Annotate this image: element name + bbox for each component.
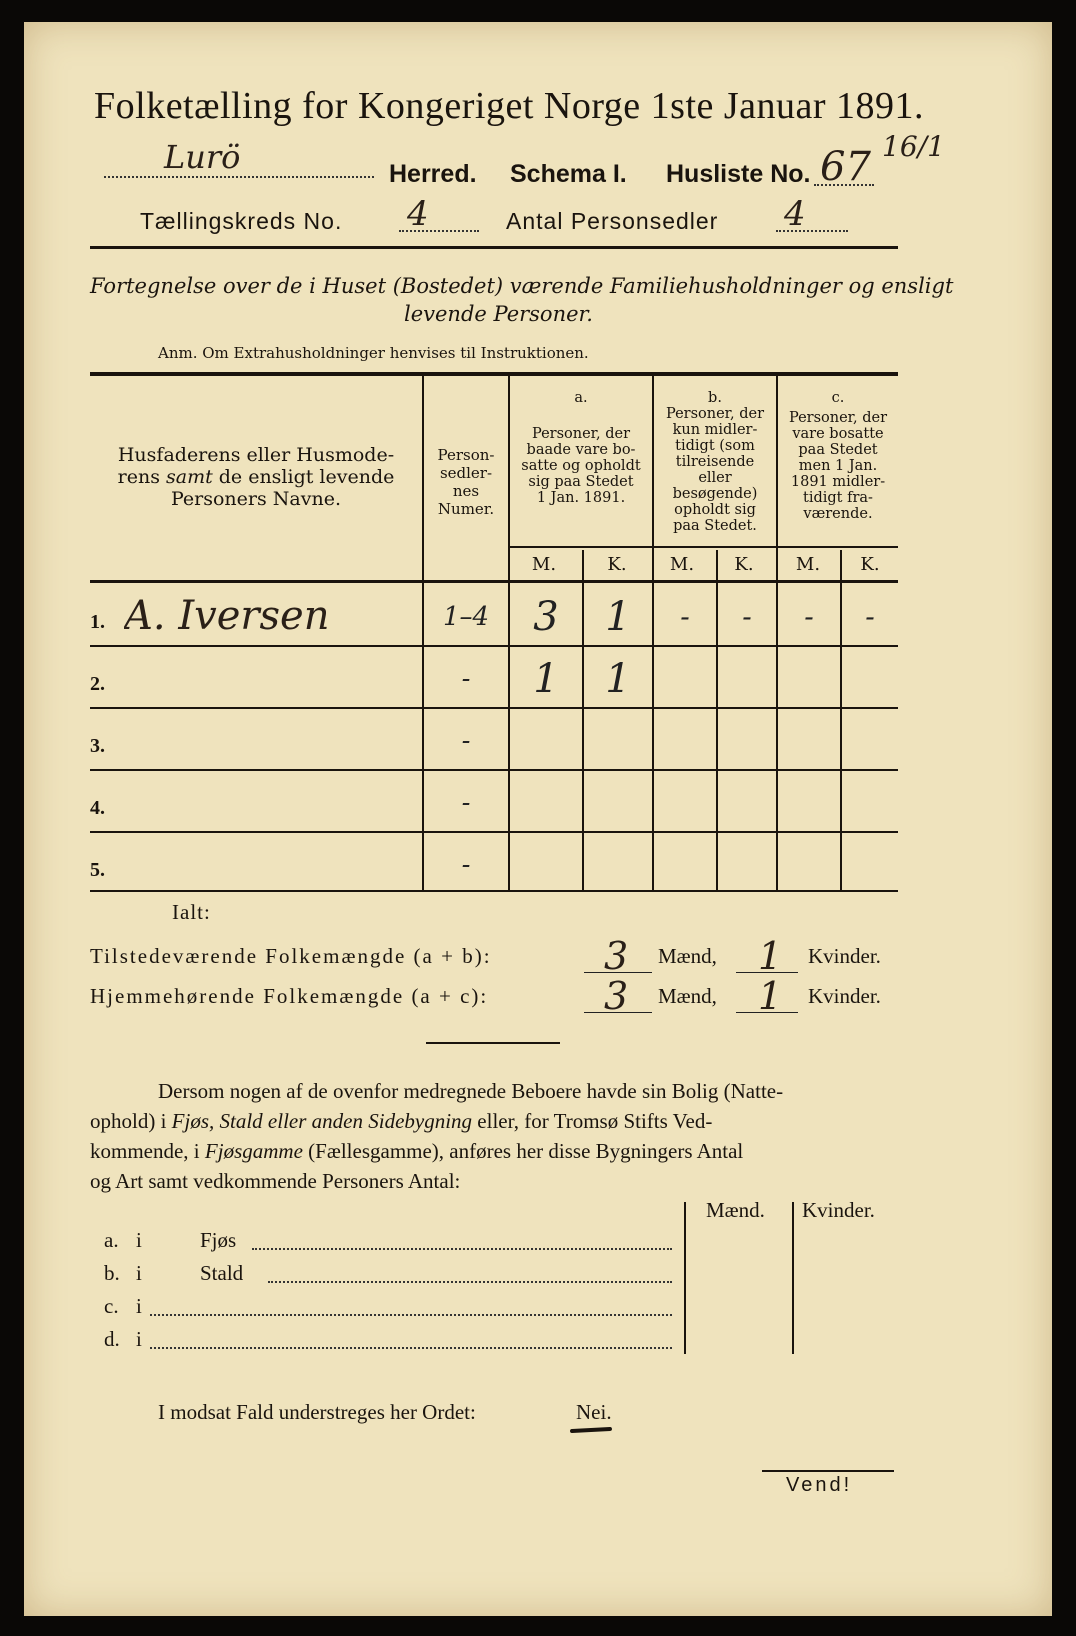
- col-num-l1: Person-: [437, 446, 495, 464]
- kreds-value: 4: [407, 194, 429, 234]
- building-i: i: [136, 1327, 142, 1351]
- col-c-l2: vare bosatte: [792, 426, 884, 442]
- para-l3c: (Fællesgamme), anføres her disse Bygningers Antal: [302, 1139, 744, 1163]
- hjemme-k-field[interactable]: [736, 974, 798, 1018]
- form-title: Folketælling for Kongeriget Norge 1ste Januar 1891.: [94, 85, 925, 127]
- col-num-l2: sedler-: [439, 464, 493, 482]
- header-rule: [90, 246, 898, 249]
- row-cell-a-k[interactable]: 1: [605, 594, 631, 640]
- building-i: i: [136, 1261, 142, 1285]
- row-separator: [90, 769, 898, 771]
- hjemme-m-value: 3: [604, 974, 629, 1018]
- col-num-header: [424, 446, 508, 518]
- hjemme-kvinder: Kvinder.: [808, 984, 881, 1008]
- col-c-l5: 1891 midler-: [790, 474, 886, 490]
- col-c-l6: tidigt fra-: [803, 490, 873, 506]
- nei-underline: [570, 1427, 612, 1433]
- row-cell-a-m[interactable]: 1: [533, 656, 559, 702]
- col-c-header: [778, 390, 898, 522]
- row-cell-c-m[interactable]: -: [804, 600, 814, 633]
- herred-field[interactable]: [104, 138, 374, 178]
- tilstede-maend: Mænd,: [658, 944, 717, 968]
- census-form-page: [24, 22, 1052, 1616]
- col-b-header: [654, 390, 776, 534]
- row-cell-sedler[interactable]: 1–4: [442, 602, 490, 632]
- building-entry-field[interactable]: [150, 1347, 672, 1349]
- col-b-l3: tidigt (som: [675, 438, 755, 454]
- row-cell-a-k[interactable]: [584, 717, 652, 765]
- tilstede-kvinder: Kvinder.: [808, 944, 881, 968]
- row-cell-b-m[interactable]: [654, 655, 716, 703]
- buildings-divider-1: [684, 1202, 686, 1354]
- col-a-l3: satte og opholdt: [521, 458, 641, 474]
- col-b-l5: eller: [698, 470, 732, 486]
- col-a-l2: baade vare bo-: [526, 442, 636, 458]
- row-cell-c-k[interactable]: [842, 655, 898, 703]
- col-names-l2b: samt: [165, 466, 213, 488]
- building-entry-field[interactable]: [252, 1248, 672, 1250]
- col-c-m: M.: [795, 554, 821, 575]
- building-letter: b.: [104, 1261, 120, 1285]
- tilstede-label: Tilstedeværende Folkemængde (a + b):: [90, 944, 492, 968]
- antal-field[interactable]: [776, 194, 848, 234]
- row-cell-a-k[interactable]: [584, 779, 652, 827]
- row-cell-c-m[interactable]: [778, 717, 840, 765]
- col-names-header: [90, 444, 422, 510]
- row-cell-c-m[interactable]: [778, 841, 840, 889]
- building-i: i: [136, 1294, 142, 1318]
- row-cell-b-m[interactable]: [654, 841, 716, 889]
- col-names-l2: [90, 466, 422, 488]
- subtitle-line1: Fortegnelse over de i Huset (Bostedet) værende Familiehusholdninger og ensligt: [90, 274, 954, 298]
- household-table: [90, 350, 898, 890]
- col-b-letter: b.: [708, 390, 722, 406]
- row-cell-c-k[interactable]: [842, 779, 898, 827]
- row-name-field[interactable]: A. Iversen: [124, 593, 330, 639]
- col-a-header: [510, 390, 652, 506]
- modsat-text: I modsat Fald understreges her Ordet:: [158, 1400, 476, 1424]
- row-cell-b-k[interactable]: [718, 779, 776, 827]
- row-number: 1.: [90, 611, 105, 633]
- col-num-l3: nes: [452, 482, 480, 500]
- col-c-l3: paa Stedet: [798, 442, 878, 458]
- col-b-l2: kun midler-: [672, 422, 758, 438]
- col-a-l4: sig paa Stedet: [528, 474, 634, 490]
- row-number: 4.: [90, 797, 105, 819]
- col-a-k: K.: [607, 554, 627, 575]
- outbuilding-paragraph: [90, 1076, 898, 1196]
- row-cell-a-k[interactable]: 1: [605, 656, 631, 702]
- subtitle-line2: levende Personer.: [404, 302, 593, 326]
- row-cell-sedler[interactable]: -: [461, 726, 471, 756]
- row-cell-a-m[interactable]: [510, 779, 582, 827]
- divider-short: [426, 1042, 560, 1044]
- row-cell-a-m[interactable]: [510, 717, 582, 765]
- row-cell-b-k[interactable]: [718, 655, 776, 703]
- para-l2a: ophold) i: [90, 1109, 172, 1133]
- row-cell-sedler[interactable]: -: [461, 788, 471, 818]
- col-b-m: M.: [669, 554, 695, 575]
- row-cell-a-m[interactable]: [510, 841, 582, 889]
- para-l3b: Fjøsgamme: [204, 1139, 303, 1163]
- col-b-l6: besøgende): [672, 486, 758, 502]
- row-name-field[interactable]: [124, 841, 420, 889]
- col-c-l4: men 1 Jan.: [798, 458, 878, 474]
- building-letter: c.: [104, 1294, 119, 1318]
- col-c-l1: Personer, der: [788, 410, 888, 426]
- hjemme-k-value: 1: [758, 974, 783, 1018]
- row-cell-c-m[interactable]: [778, 779, 840, 827]
- row-separator: [90, 645, 898, 647]
- ialt-label: Ialt:: [172, 900, 211, 924]
- row-name-field[interactable]: [124, 655, 420, 703]
- tilstede-k-field[interactable]: [736, 934, 798, 978]
- buildings-maend: Mænd.: [706, 1198, 765, 1222]
- nei-word[interactable]: Nei.: [576, 1400, 612, 1424]
- tilstede-k-value: 1: [758, 934, 783, 978]
- row-separator: [90, 707, 898, 709]
- row-cell-c-k[interactable]: -: [865, 600, 875, 633]
- para-l2c: eller, for Tromsø Stifts Ved-: [472, 1109, 713, 1133]
- husliste-label: Husliste No.: [666, 160, 811, 188]
- row-number: 2.: [90, 673, 105, 695]
- col-a-l1: Personer, der: [531, 426, 631, 442]
- buildings-divider-2: [792, 1202, 794, 1354]
- husliste-field[interactable]: [814, 144, 874, 190]
- col-a-letter: a.: [574, 390, 588, 406]
- para-l2: [90, 1106, 898, 1136]
- col-names-l2c: de ensligt levende: [212, 466, 395, 488]
- hjemme-maend: Mænd,: [658, 984, 717, 1008]
- col-b-l8: paa Stedet.: [673, 518, 757, 534]
- row-cell-b-m[interactable]: -: [680, 600, 690, 633]
- building-label: Fjøs: [200, 1228, 237, 1252]
- anm-note: Anm. Om Extrahusholdninger henvises til Instruktionen.: [158, 344, 589, 362]
- husliste-note: 16/1: [882, 130, 945, 163]
- row-cell-c-m[interactable]: [778, 655, 840, 703]
- row-cell-a-m[interactable]: 3: [533, 594, 559, 640]
- col-c-letter: c.: [831, 390, 845, 406]
- row-cell-c-k[interactable]: [842, 841, 898, 889]
- para-l2b: Fjøs, Stald eller anden Sidebygning: [171, 1109, 473, 1133]
- col-b-l1: Personer, der: [665, 406, 765, 422]
- building-letter: d.: [104, 1327, 120, 1351]
- para-l1: Dersom nogen af de ovenfor medregnede Beboere havde sin Bolig (Natte-: [158, 1079, 784, 1103]
- col-a-l5: 1 Jan. 1891.: [536, 490, 626, 506]
- kreds-label: Tællingskreds No.: [140, 208, 343, 234]
- para-l3: [90, 1136, 898, 1166]
- col-b-l7: opholdt sig: [674, 502, 756, 518]
- row-cell-b-k[interactable]: [718, 841, 776, 889]
- para-l3a: kommende, i: [90, 1139, 205, 1163]
- col-num-l4: Numer.: [437, 500, 495, 518]
- buildings-kvinder: Kvinder.: [802, 1198, 875, 1222]
- kreds-field[interactable]: [399, 194, 479, 234]
- col-names-l3: Personers Navne.: [170, 488, 341, 510]
- row-cell-b-k[interactable]: -: [742, 600, 752, 633]
- vend-text: Vend!: [786, 1474, 853, 1496]
- row-number: 3.: [90, 735, 105, 757]
- schema-label: Schema I.: [510, 160, 627, 188]
- building-label: Stald: [200, 1261, 244, 1285]
- row-separator: [90, 831, 898, 833]
- para-l4: og Art samt vedkommende Personers Antal:: [90, 1169, 461, 1193]
- row-name-field[interactable]: [124, 717, 420, 765]
- herred-value: Lurö: [164, 138, 241, 176]
- row-name-field[interactable]: [124, 779, 420, 827]
- building-entry-field[interactable]: [150, 1314, 672, 1316]
- col-c-k: K.: [860, 554, 880, 575]
- row-cell-sedler[interactable]: -: [461, 850, 471, 880]
- antal-label: Antal Personsedler: [506, 208, 719, 234]
- row-number: 5.: [90, 859, 105, 881]
- row-cell-sedler[interactable]: -: [461, 664, 471, 694]
- building-letter: a.: [104, 1228, 119, 1252]
- col-a-m: M.: [531, 554, 557, 575]
- hjemme-m-field[interactable]: [584, 974, 652, 1018]
- husliste-value: 67: [820, 144, 871, 190]
- table-bottom-rule: [90, 890, 898, 892]
- building-i: i: [136, 1228, 142, 1252]
- col-names-l2a: rens: [117, 466, 166, 488]
- antal-value: 4: [784, 194, 806, 234]
- building-entry-field[interactable]: [268, 1281, 672, 1283]
- col-names-l1: Husfaderens eller Husmode-: [117, 444, 395, 466]
- row-cell-c-k[interactable]: [842, 717, 898, 765]
- row-cell-a-k[interactable]: [584, 841, 652, 889]
- herred-label: Herred.: [389, 160, 477, 188]
- col-c-l7: værende.: [803, 506, 873, 522]
- col-b-k: K.: [734, 554, 754, 575]
- mk-header-rule: [508, 546, 898, 548]
- row-cell-b-m[interactable]: [654, 779, 716, 827]
- tilstede-m-field[interactable]: [584, 934, 652, 978]
- row-cell-b-m[interactable]: [654, 717, 716, 765]
- col-b-l4: tilreisende: [675, 454, 755, 470]
- row-cell-b-k[interactable]: [718, 717, 776, 765]
- tilstede-m-value: 3: [604, 934, 629, 978]
- vend-rule: [762, 1470, 894, 1472]
- hjemme-label: Hjemmehørende Folkemængde (a + c):: [90, 984, 489, 1008]
